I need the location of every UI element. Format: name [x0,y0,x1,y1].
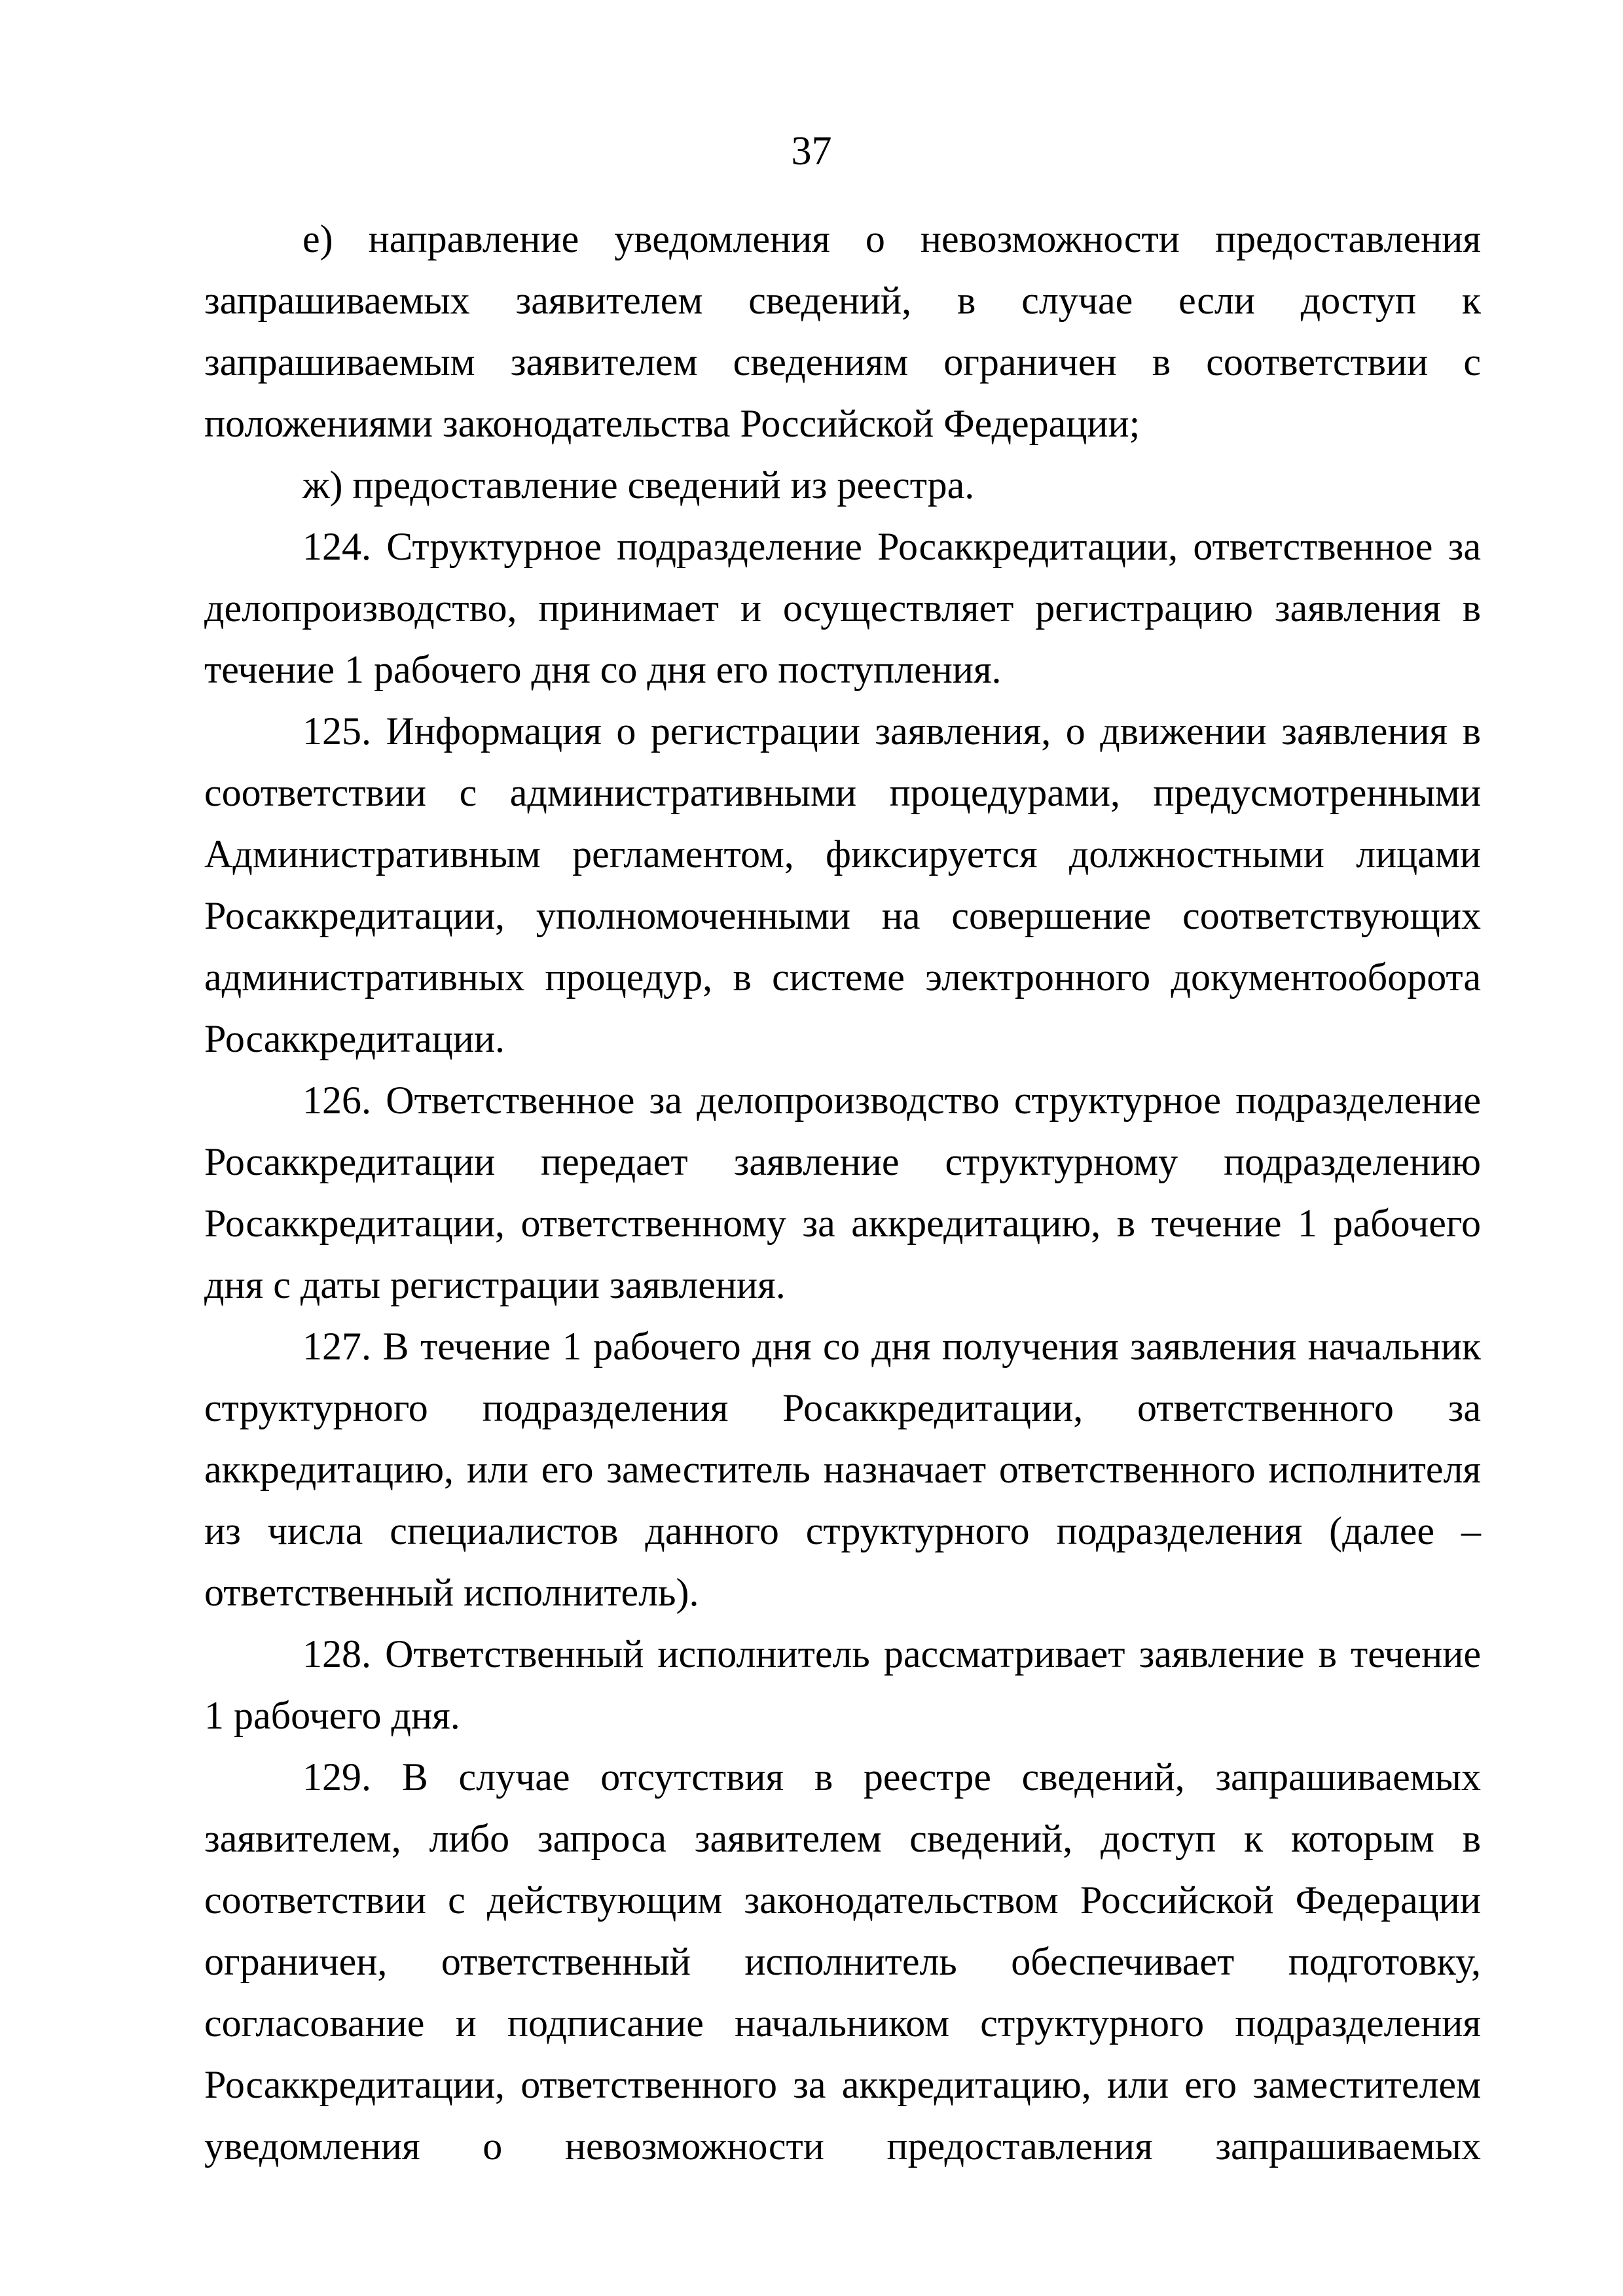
paragraph-127: 127. В течение 1 рабочего дня со дня получения заявления начальник структурного подразделения Росаккредитации, ответственного за аккредитацию, или его заместитель назначает ответственного исполнителя из числа специалистов данного структурного подразделения (далее – ответственный исполнитель). [204,1325,1481,1614]
page-number: 37 [791,129,832,173]
paragraph-126: 126. Ответственное за делопроизводство структурное подразделение Росаккредитации передает заявление структурному подразделению Росаккредитации, ответственному за аккредитацию, в течение 1 рабочего дня с даты регистрации заявления. [204,1079,1481,1306]
paragraph-129: 129. В случае отсутствия в реестре сведений, запрашиваемых заявителем, либо запроса заявителем сведений, доступ к которым в соответствии с действующим законодательством Российской Федерации ограничен, ответственный исполнитель обеспечивает подготовку, согласование и подписание начальником структурного подразделения Росаккредитации, ответственного за аккредитацию, или его заместителем уведомления о невозможности предоставления запрашиваемых [204,1755,1481,2168]
document-body [204,208,1481,2177]
paragraph-item-e: е) направление уведомления о невозможности предоставления запрашиваемых заявителем сведений, в случае если доступ к запрашиваемым заявителем сведениям ограничен в соответствии с положениями законодательства Российской Федерации; [204,217,1481,445]
paragraph-item-zh: ж) предоставление сведений из реестра. [302,463,975,507]
paragraph-128: 128. Ответственный исполнитель рассматривает заявление в течение 1 рабочего дня. [204,1632,1481,1737]
paragraph-124: 124. Структурное подразделение Росаккредитации, ответственное за делопроизводство, принимает и осуществляет регистрацию заявления в течение 1 рабочего дня со дня его поступления. [204,525,1481,691]
paragraph-125: 125. Информация о регистрации заявления, о движении заявления в соответствии с административными процедурами, предусмотренными Административным регламентом, фиксируется должностными лицами Росаккредитации, уполномоченными на совершение соответствующих административных процедур, в системе электронного документооборота Росаккредитации. [204,709,1481,1060]
